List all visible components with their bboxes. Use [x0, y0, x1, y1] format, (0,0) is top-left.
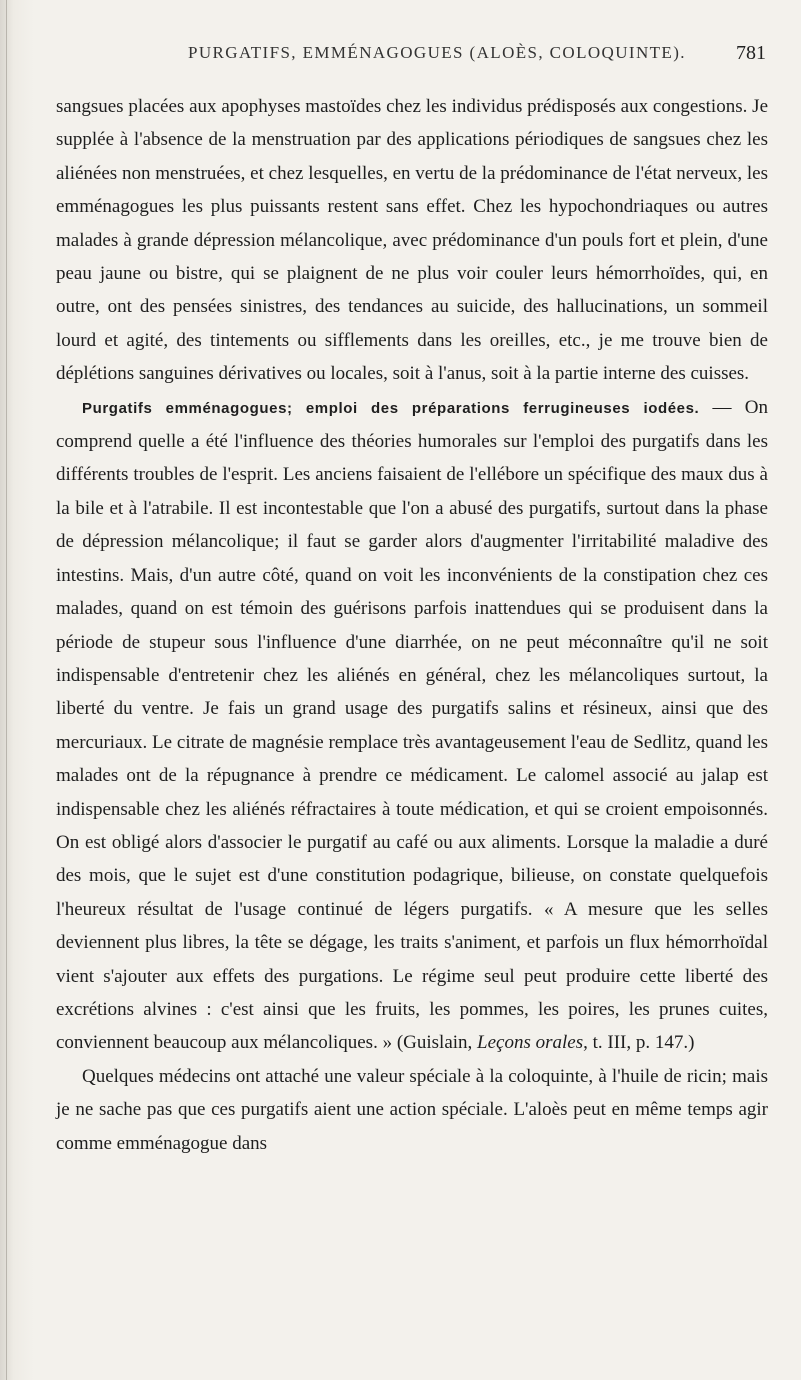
paragraph-1: sangsues placées aux apophyses mastoïdes chez les individus prédisposés aux congestions. Je supplée à l'absence de la menstruation par des applications périodiques de sangsues chez les aliénées non menstruées, et chez lesquelles, en vertu de la prédominance de l'état nerveux, les emménagogues les plus puissants restent sans effet. Chez les hypochondriaques ou autres malades à grande dépression mélancolique, avec prédominance d'un pouls fort et plein, d'une peau jaune ou bistre, qui se plaignent de ne plus voir couler leurs hémorrhoïdes, qui, en outre, ont des pensées sinistres, des tendances au suicide, des hallucinations, un sommeil lourd et agité, des tintements ou sifflements dans les oreilles, etc., je me trouve bien de déplétions sanguines dérivatives ou locales, soit à l'anus, soit à la partie interne des cuisses. — [56, 96, 768, 385]
paragraph-2 — [56, 391, 768, 1060]
paragraph-3: Quelques médecins ont attaché une valeur spéciale à la coloquinte, à l'huile de ricin; mais je ne sache pas que ces purgatifs aient une action spéciale. L'aloès peut en même temps agir comme emménagogue dans — [56, 1065, 768, 1154]
binding-edge-line — [6, 0, 7, 1380]
paragraph-2-text: — On comprend quelle a été l'influence des théories humorales sur l'emploi des purgatifs dans les différents troubles de l'esprit. Les anciens faisaient de l'ellébore un spécifique des maux dus à la bile et à l'atrabile. Il est incontestable que l'on a abusé des purgatifs, surtout dans la phase de dépression mélancolique; il faut se garder alors d'augmenter l'irritabilité maladive des intestins. Mais, d'un autre côté, quand on voit les inconvénients de la constipation chez ces malades, quand on est témoin des guérisons parfois inattendues qui se produisent dans la période de stupeur sous l'influence d'une diarrhée, on ne peut méconnaître qu'il ne soit indispensable d'entretenir chez les aliénés en général, chez les mélancoliques surtout, la liberté du ventre. Je fais un grand usage des purgatifs salins et résineux, ainsi que des mercuriaux. Le citrate de magnésie remplace très avantageusement l'eau de Sedlitz, quand les malades ont de la répugnance à prendre ce médicament. Le calomel associé au jalap est indispensable chez les aliénés réfractaires à toute médication, et qui se croient empoisonnés. On est obligé alors d'associer le purgatif au café ou aux aliments. Lorsque la maladie a duré des mois, que le sujet est d'une constitution podagrique, bilieuse, on constate quelquefois l'heureux résultat de l'usage continué de légers purgatifs. « A mesure que les selles deviennent plus libres, la tête se dégage, les traits s'animent, et parfois un flux hémorrhoïdal vient s'ajouter aux effets des purgations. Le régime seul peut produire cette liberté des excrétions alvines : c'est ainsi que les fruits, les pommes, les poires, les prunes cuites, conviennent beaucoup aux mélancoliques. » (Guislain, — [56, 396, 768, 1054]
page-binding-shadow — [0, 0, 34, 1380]
page-body — [56, 90, 768, 1160]
citation-title: Leçons orales — [477, 1032, 584, 1054]
section-heading: Purgatifs emménagogues; emploi des préparations ferrugineuses iodées. — [82, 399, 700, 417]
page-number: 781 — [736, 42, 766, 64]
running-title: PURGATIFS, EMMÉNAGOGUES (ALOÈS, COLOQUINTE). — [188, 43, 686, 62]
citation-reference: , t. III, p. 147.) — [583, 1032, 695, 1054]
page-header — [56, 40, 766, 70]
